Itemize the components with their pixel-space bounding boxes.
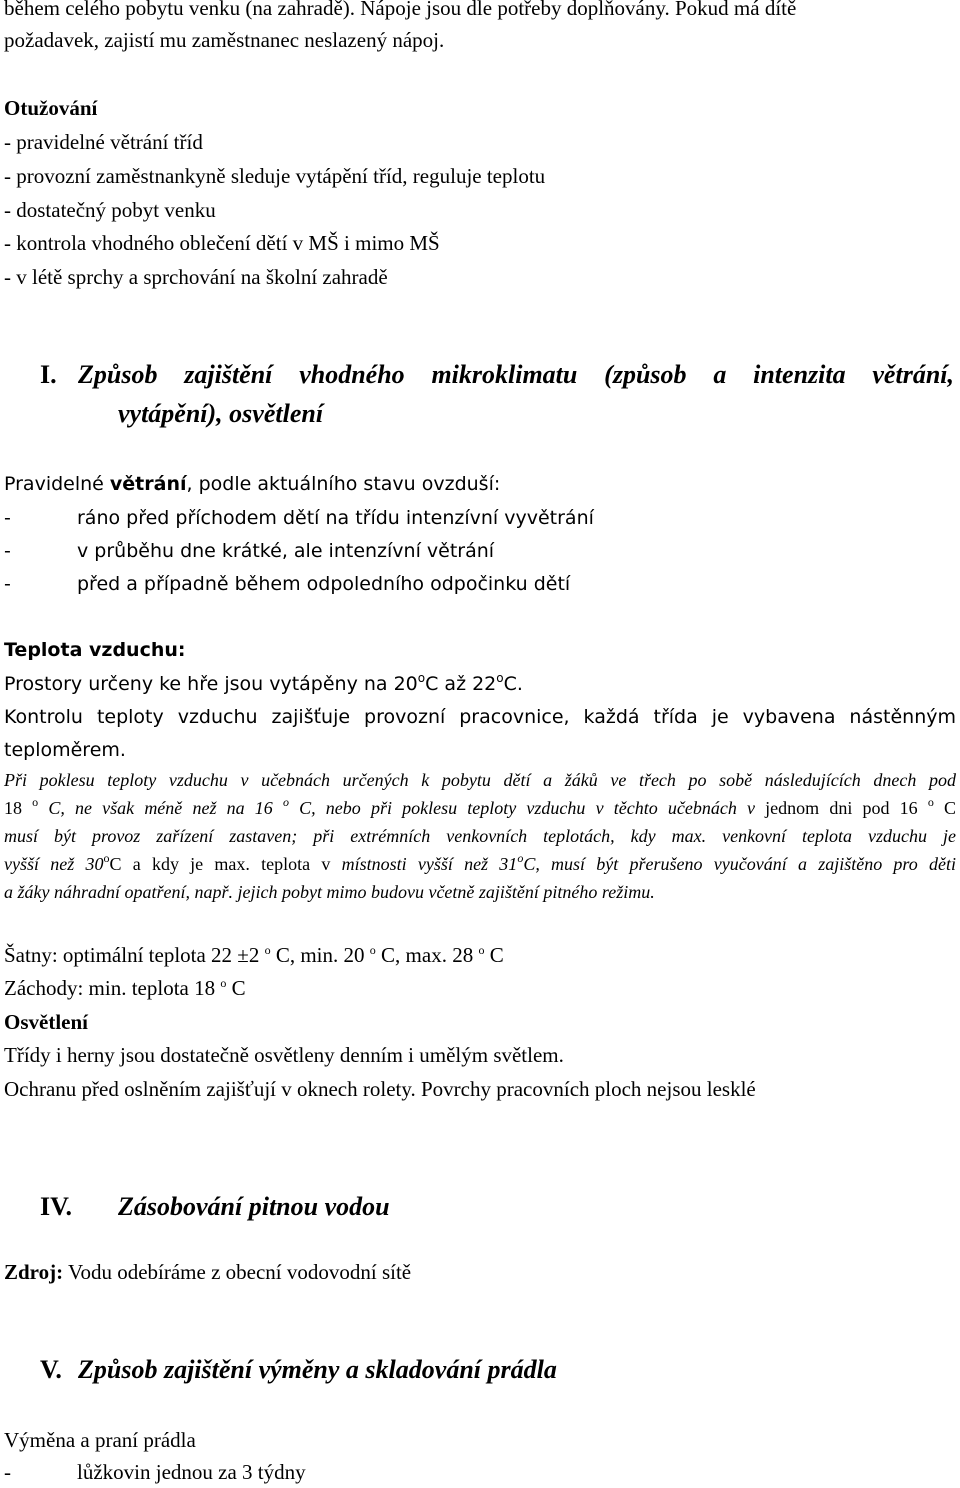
zdroj-line: Zdroj: Vodu odebíráme z obecní vodovodní sítě: [4, 1260, 412, 1284]
otuzovani-item: - pravidelné větrání tříd: [4, 130, 203, 154]
otuzovani-heading: Otužování: [4, 96, 98, 120]
section-i-title-line-1: Způsob zajištění vhodného mikroklimatu (způsob a intenzita větrání,: [78, 360, 954, 389]
teplota-line-2: Kontrolu teploty vzduchu zajišťuje provozní pracovnice, každá třída je vybavena nástěnným: [4, 706, 956, 728]
otuzovani-item: - kontrola vhodného oblečení dětí v MŠ i mimo MŠ: [4, 231, 440, 255]
intro-line-2: požadavek, zajistí mu zaměstnanec neslazený nápoj.: [4, 28, 445, 52]
section-iv-number: IV.: [40, 1192, 73, 1221]
section-i-number: I.: [40, 360, 57, 389]
teplota-line-1: Prostory určeny ke hře jsou vytápěny na 20$^o$C až 22$^o$C.: [4, 671, 523, 695]
otuzovani-item: - v létě sprchy a sprchování na školní zahradě: [4, 265, 388, 289]
vetrani-intro: Pravidelné větrání, podle aktuálního stavu ovzduší:: [4, 473, 501, 495]
osvetleni-heading: Osvětlení: [4, 1010, 88, 1034]
vetrani-item: - před a případně během odpoledního odpočinku dětí: [4, 573, 571, 595]
vetrani-item: - v průběhu dne krátké, ale intenzívní větrání: [4, 540, 495, 562]
teplota-line-3: teploměrem.: [4, 739, 126, 761]
section-v-title: Způsob zajištění výměny a skladování prádla: [78, 1355, 557, 1384]
section-iv-title: Zásobování pitnou vodou: [118, 1192, 390, 1221]
osvetleni-line-2: Ochranu před oslněním zajišťují v oknech rolety. Povrchy pracovních ploch nejsou lesklé: [4, 1077, 756, 1101]
regulation-line-1: Při poklesu teploty vzduchu v učebnách určených k pobytu dětí a žáků ve třech po sobě následujících dnech pod: [4, 770, 956, 790]
vetrani-item: - ráno před příchodem dětí na třídu intenzívní vyvětrání: [4, 507, 594, 529]
zachody-line: Záchody: min. teplota 18 $^o$ C: [4, 976, 246, 1000]
regulation-line-5: a žáky náhradní opatření, např. jejich pobyt mimo budovu včetně zajištění pitného režimu.: [4, 882, 655, 902]
vymena-heading: Výměna a praní prádla: [4, 1428, 196, 1452]
section-v-number: V.: [40, 1355, 62, 1384]
otuzovani-item: - provozní zaměstnankyně sleduje vytápění tříd, reguluje teplotu: [4, 164, 546, 188]
vymena-item: - lůžkovin jednou za 3 týdny: [4, 1460, 306, 1484]
section-i-title-line-2: vytápění), osvětlení: [118, 399, 324, 428]
intro-line-1: během celého pobytu venku (na zahradě). Nápoje jsou dle potřeby doplňovány. Pokud má dítě: [4, 0, 797, 20]
regulation-line-3: musí být provoz zařízení zastaven; při extrémních venkovních teplotách, kdy max. venkovní teplota vzduchu je: [4, 826, 956, 846]
teplota-heading: Teplota vzduchu:: [4, 639, 186, 661]
regulation-line-2: 18 $^o$ C, ne však méně než na 16 $^o$ C, nebo při poklesu teploty vzduchu v těchto učebnách v jednom dni pod 16 $^o$ C: [4, 795, 956, 818]
otuzovani-item: - dostatečný pobyt venku: [4, 198, 216, 222]
regulation-line-4: vyšší než 30$^o$C a kdy je max. teplota v místnosti vyšší než 31$^o$C, musí být přerušeno vyučování a zajištěno pro děti: [4, 851, 956, 874]
satny-line: Šatny: optimální teplota 22 ±2 $^o$ C, min. 20 $^o$ C, max. 28 $^o$ C: [4, 943, 504, 967]
osvetleni-line-1: Třídy i herny jsou dostatečně osvětleny denním i umělým světlem.: [4, 1043, 564, 1067]
